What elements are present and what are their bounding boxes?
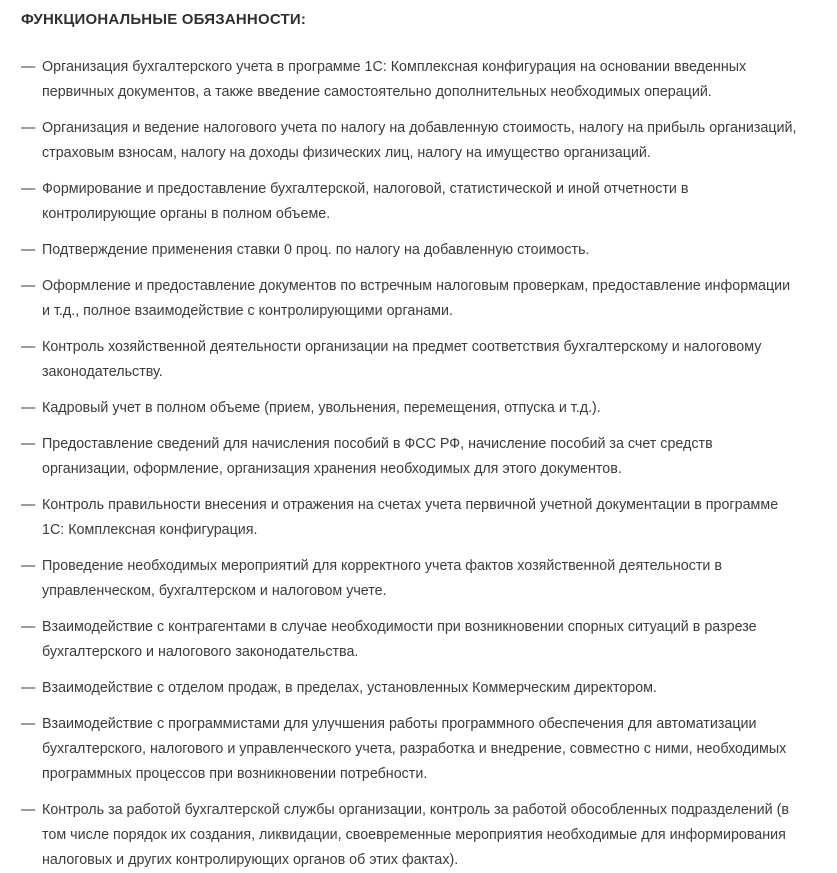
list-item (21, 615, 801, 665)
list-item (21, 432, 801, 482)
em-dash-bullet-icon: — (21, 120, 36, 136)
em-dash-bullet-icon: — (21, 278, 36, 294)
list-item-text: Предоставление сведений для начисления пособий в ФСС РФ, начисление пособий за счет средств организации, оформление, организация хранения необходимых для этого документов. (42, 436, 713, 477)
list-item-text: Подтверждение применения ставки 0 проц. по налогу на добавленную стоимость. (42, 242, 590, 258)
list-item-text: Взаимодействие с контрагентами в случае необходимости при возникновении спорных ситуаций в разрезе бухгалтерского и налогового законодательства. (42, 619, 757, 660)
list-item-text: Взаимодействие с отделом продаж, в пределах, установленных Коммерческим директором. (42, 680, 657, 696)
list-item-text: Проведение необходимых мероприятий для корректного учета фактов хозяйственной деятельности в управленческом, бухгалтерском и налоговом учете. (42, 558, 722, 599)
em-dash-bullet-icon: — (21, 619, 36, 635)
page-title: ФУНКЦИОНАЛЬНЫЕ ОБЯЗАННОСТИ: (21, 11, 307, 28)
em-dash-bullet-icon: — (21, 497, 36, 513)
list-item-text: Контроль хозяйственной деятельности организации на предмет соответствия бухгалтерскому и налоговому законодательству. (42, 339, 762, 380)
list-item (21, 493, 801, 543)
list-item (21, 335, 801, 385)
list-item (21, 55, 801, 105)
em-dash-bullet-icon: — (21, 242, 36, 258)
em-dash-bullet-icon: — (21, 59, 36, 75)
heading-spacer (21, 30, 801, 55)
list-item (21, 798, 801, 873)
em-dash-bullet-icon: — (21, 802, 36, 818)
list-item (21, 274, 801, 324)
list-item-text: Кадровый учет в полном объеме (прием, увольнения, перемещения, отпуска и т.д.). (42, 400, 601, 416)
em-dash-bullet-icon: — (21, 181, 36, 197)
list-item (21, 554, 801, 604)
list-item-text: Контроль правильности внесения и отражения на счетах учета первичной учетной документации в программе 1С: Комплексная конфигурация. (42, 497, 779, 538)
list-item (21, 238, 801, 263)
em-dash-bullet-icon: — (21, 558, 36, 574)
duties-list (21, 55, 801, 873)
em-dash-bullet-icon: — (21, 716, 36, 732)
em-dash-bullet-icon: — (21, 680, 36, 696)
list-item (21, 396, 801, 421)
em-dash-bullet-icon: — (21, 400, 36, 416)
list-item (21, 712, 801, 787)
list-item-text: Взаимодействие с программистами для улучшения работы программного обеспечения для автоматизации бухгалтерского, налогового и управленческого учета, разработка и внедрение, совместно с ними, необходимых программных процессов при возникновении потребности. (42, 716, 787, 782)
list-item-text: Формирование и предоставление бухгалтерской, налоговой, статистической и иной отчетности в контролирующие органы в полном объеме. (42, 181, 689, 222)
list-item (21, 116, 801, 166)
em-dash-bullet-icon: — (21, 339, 36, 355)
list-item-text: Организация и ведение налогового учета по налогу на добавленную стоимость, налогу на прибыль организаций, страховым взносам, налогу на доходы физических лиц, налогу на имущество организаций. (42, 120, 797, 161)
list-item-text: Организация бухгалтерского учета в программе 1С: Комплексная конфигурация на основании введенных первичных документов, а также введение самостоятельно дополнительных необходимых операций. (42, 59, 747, 100)
list-item (21, 177, 801, 227)
list-item-text: Контроль за работой бухгалтерской службы организации, контроль за работой обособленных подразделений (в том числе порядок их создания, ликвидации, своевременные мероприятия необходимые для информирования налоговых и других контролирующих органов об этих фактах). (42, 802, 789, 868)
list-item (21, 676, 801, 701)
em-dash-bullet-icon: — (21, 436, 36, 452)
list-item-text: Оформление и предоставление документов по встречным налоговым проверкам, предоставление информации и т.д., полное взаимодействие с контролирующими органами. (42, 278, 791, 319)
